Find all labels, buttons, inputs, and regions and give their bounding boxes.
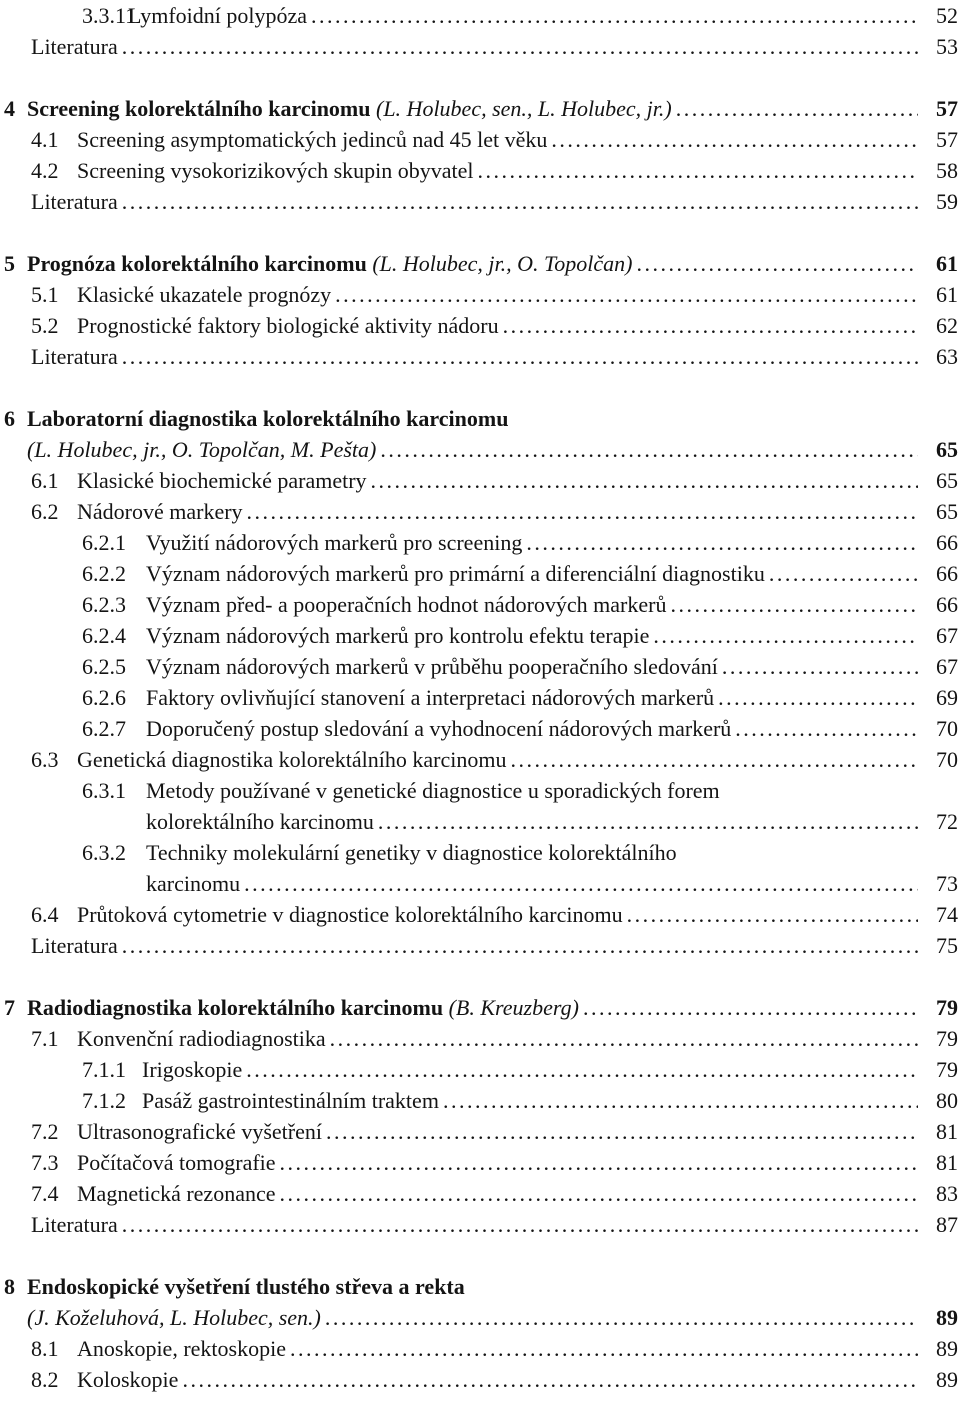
entry-page: 83 (936, 1181, 958, 1206)
toc-entry (82, 713, 958, 744)
entry-page: 66 (936, 561, 958, 586)
entry-number: 6.2.3 (82, 592, 126, 617)
entry-page: 89 (936, 1367, 958, 1392)
entry-page: 75 (936, 933, 958, 958)
toc-entry (31, 1364, 958, 1395)
toc-entry-continuation (146, 806, 958, 837)
toc-chapter (4, 403, 958, 434)
toc-entry (82, 0, 958, 31)
entry-number: 7.1 (31, 1026, 59, 1051)
entry-number: 7.1.1 (82, 1057, 126, 1082)
entry-number: 6.1 (31, 468, 59, 493)
entry-title: Klasické biochemické parametry (77, 468, 367, 493)
entry-page: 74 (936, 902, 958, 927)
entry-title: Screening asymptomatických jedinců nad 45 let věku (77, 127, 548, 152)
toc-entry (82, 682, 958, 713)
toc-entry (31, 279, 958, 310)
toc-chapter (4, 93, 958, 124)
chapter-number: 8 (4, 1274, 15, 1299)
entry-title: Pasáž gastrointestinálním traktem (142, 1088, 439, 1113)
toc-entry (31, 186, 958, 217)
toc-entry-continuation (146, 868, 958, 899)
entry-page: 62 (936, 313, 958, 338)
toc-entry (31, 124, 958, 155)
entry-page: 79 (936, 995, 958, 1020)
entry-number: 7.3 (31, 1150, 59, 1175)
entry-title: kolorektálního karcinomu (146, 809, 374, 834)
entry-page: 81 (936, 1119, 958, 1144)
chapter-title: Radiodiagnostika kolorektálního karcinomu (27, 995, 444, 1020)
entry-number: 6.2.2 (82, 561, 126, 586)
toc-entry (31, 1116, 958, 1147)
toc-chapter-continuation (27, 434, 958, 465)
toc-chapter-continuation (27, 1302, 958, 1333)
entry-title: Magnetická rezonance (77, 1181, 276, 1206)
entry-title: Literatura (31, 344, 118, 369)
entry-page: 66 (936, 530, 958, 555)
entry-number: 8.1 (31, 1336, 59, 1361)
entry-number: 6.2.7 (82, 716, 126, 741)
entry-page: 89 (936, 1336, 958, 1361)
chapter-title: Prognóza kolorektálního karcinomu (27, 251, 367, 276)
entry-page: 80 (936, 1088, 958, 1113)
toc-entry (82, 837, 958, 868)
entry-page: 66 (936, 592, 958, 617)
entry-number: 7.4 (31, 1181, 59, 1206)
entry-page: 73 (936, 871, 958, 896)
entry-page: 69 (936, 685, 958, 710)
entry-number: 6.2.5 (82, 654, 126, 679)
entry-title: Nádorové markery (77, 499, 243, 524)
entry-page: 63 (936, 344, 958, 369)
entry-title: Ultrasonografické vyšetření (77, 1119, 322, 1144)
entry-number: 4.1 (31, 127, 59, 152)
entry-title: Irigoskopie (142, 1057, 243, 1082)
entry-title: karcinomu (146, 871, 241, 896)
entry-page: 65 (936, 499, 958, 524)
entry-page: 52 (936, 3, 958, 28)
entry-title: Screening vysokorizikových skupin obyvatel (77, 158, 474, 183)
toc-entry (31, 1178, 958, 1209)
entry-title: Literatura (31, 189, 118, 214)
entry-title: Lymfoidní polypóza (128, 3, 308, 28)
entry-number: 5.1 (31, 282, 59, 307)
entry-page: 57 (936, 127, 958, 152)
toc-entry (31, 1209, 958, 1240)
chapter-authors: (L. Holubec, jr., O. Topolčan) (372, 251, 633, 276)
entry-title: Literatura (31, 1212, 118, 1237)
entry-page: 70 (936, 747, 958, 772)
entry-title: Význam nádorových markerů pro kontrolu efektu terapie (146, 623, 650, 648)
toc-entry (31, 899, 958, 930)
entry-page: 61 (936, 251, 958, 276)
toc-entry (31, 310, 958, 341)
chapter-authors: (L. Holubec, sen., L. Holubec, jr.) (376, 96, 672, 121)
toc-entry (31, 31, 958, 62)
toc-chapter (4, 248, 958, 279)
entry-number: 3.3.11 (82, 3, 137, 28)
entry-title: Význam nádorových markerů v průběhu pooperačního sledování (146, 654, 718, 679)
chapter-number: 5 (4, 251, 15, 276)
entry-page: 59 (936, 189, 958, 214)
entry-page: 65 (936, 437, 958, 462)
chapter-number: 4 (4, 96, 15, 121)
entry-title: Klasické ukazatele prognózy (77, 282, 332, 307)
entry-number: 6.3.1 (82, 778, 126, 803)
toc-entry (82, 651, 958, 682)
chapter-authors: (B. Kreuzberg) (448, 995, 579, 1020)
chapter-title: Endoskopické vyšetření tlustého střeva a rekta (27, 1274, 465, 1299)
entry-page: 79 (936, 1026, 958, 1051)
entry-page: 87 (936, 1212, 958, 1237)
entry-page: 65 (936, 468, 958, 493)
toc-entry (31, 155, 958, 186)
entry-number: 6.2.6 (82, 685, 126, 710)
entry-number: 6.4 (31, 902, 59, 927)
entry-title: Počítačová tomografie (77, 1150, 276, 1175)
toc-entry (82, 1054, 958, 1085)
chapter-number: 6 (4, 406, 15, 431)
entry-title: Doporučený postup sledování a vyhodnocení nádorových markerů (146, 716, 732, 741)
entry-title: Využití nádorových markerů pro screening (146, 530, 523, 555)
entry-title: Anoskopie, rektoskopie (77, 1336, 286, 1361)
entry-page: 67 (936, 654, 958, 679)
toc-entry (82, 589, 958, 620)
entry-title: Literatura (31, 34, 118, 59)
chapter-number: 7 (4, 995, 15, 1020)
entry-number: 6.2.4 (82, 623, 126, 648)
entry-title: Význam před- a pooperačních hodnot nádorových markerů (146, 592, 667, 617)
toc-entry (82, 527, 958, 558)
toc-entry (82, 558, 958, 589)
entry-title: Koloskopie (77, 1367, 179, 1392)
chapter-authors: (L. Holubec, jr., O. Topolčan, M. Pešta) (27, 437, 377, 462)
toc-entry (82, 775, 958, 806)
entry-title: Literatura (31, 933, 118, 958)
entry-number: 6.2 (31, 499, 59, 524)
entry-page: 70 (936, 716, 958, 741)
entry-number: 6.2.1 (82, 530, 126, 555)
toc-entry (31, 1147, 958, 1178)
entry-title: Faktory ovlivňující stanovení a interpretaci nádorových markerů (146, 685, 715, 710)
entry-page: 67 (936, 623, 958, 648)
entry-number: 7.1.2 (82, 1088, 126, 1113)
toc-chapter (4, 1271, 958, 1302)
toc-entry (31, 930, 958, 961)
entry-number: 4.2 (31, 158, 59, 183)
entry-page: 58 (936, 158, 958, 183)
entry-title: Genetická diagnostika kolorektálního karcinomu (77, 747, 507, 772)
entry-title: Techniky molekulární genetiky v diagnostice kolorektálního (146, 840, 677, 865)
toc-entry (82, 620, 958, 651)
entry-title: Metody používané v genetické diagnostice u sporadických forem (146, 778, 720, 803)
entry-number: 6.3 (31, 747, 59, 772)
entry-page: 72 (936, 809, 958, 834)
toc-chapter (4, 992, 958, 1023)
entry-page: 89 (936, 1305, 958, 1330)
toc-entry (31, 1023, 958, 1054)
toc-entry (31, 744, 958, 775)
entry-number: 6.3.2 (82, 840, 126, 865)
toc-entry (31, 496, 958, 527)
chapter-title: Screening kolorektálního karcinomu (27, 96, 371, 121)
entry-title: Význam nádorových markerů pro primární a diferenciální diagnostiku (146, 561, 765, 586)
entry-page: 81 (936, 1150, 958, 1175)
chapter-title: Laboratorní diagnostika kolorektálního karcinomu (27, 406, 509, 431)
toc-entry (31, 1333, 958, 1364)
toc-entry (31, 465, 958, 496)
chapter-authors: (J. Koželuhová, L. Holubec, sen.) (27, 1305, 321, 1330)
entry-number: 7.2 (31, 1119, 59, 1144)
toc-entry (31, 341, 958, 372)
entry-page: 61 (936, 282, 958, 307)
entry-number: 8.2 (31, 1367, 59, 1392)
entry-page: 57 (936, 96, 958, 121)
entry-title: Prognostické faktory biologické aktivity nádoru (77, 313, 499, 338)
entry-page: 79 (936, 1057, 958, 1082)
entry-number: 5.2 (31, 313, 59, 338)
entry-title: Průtoková cytometrie v diagnostice kolorektálního karcinomu (77, 902, 623, 927)
entry-title: Konvenční radiodiagnostika (77, 1026, 326, 1051)
entry-page: 53 (936, 34, 958, 59)
toc-entry (82, 1085, 958, 1116)
